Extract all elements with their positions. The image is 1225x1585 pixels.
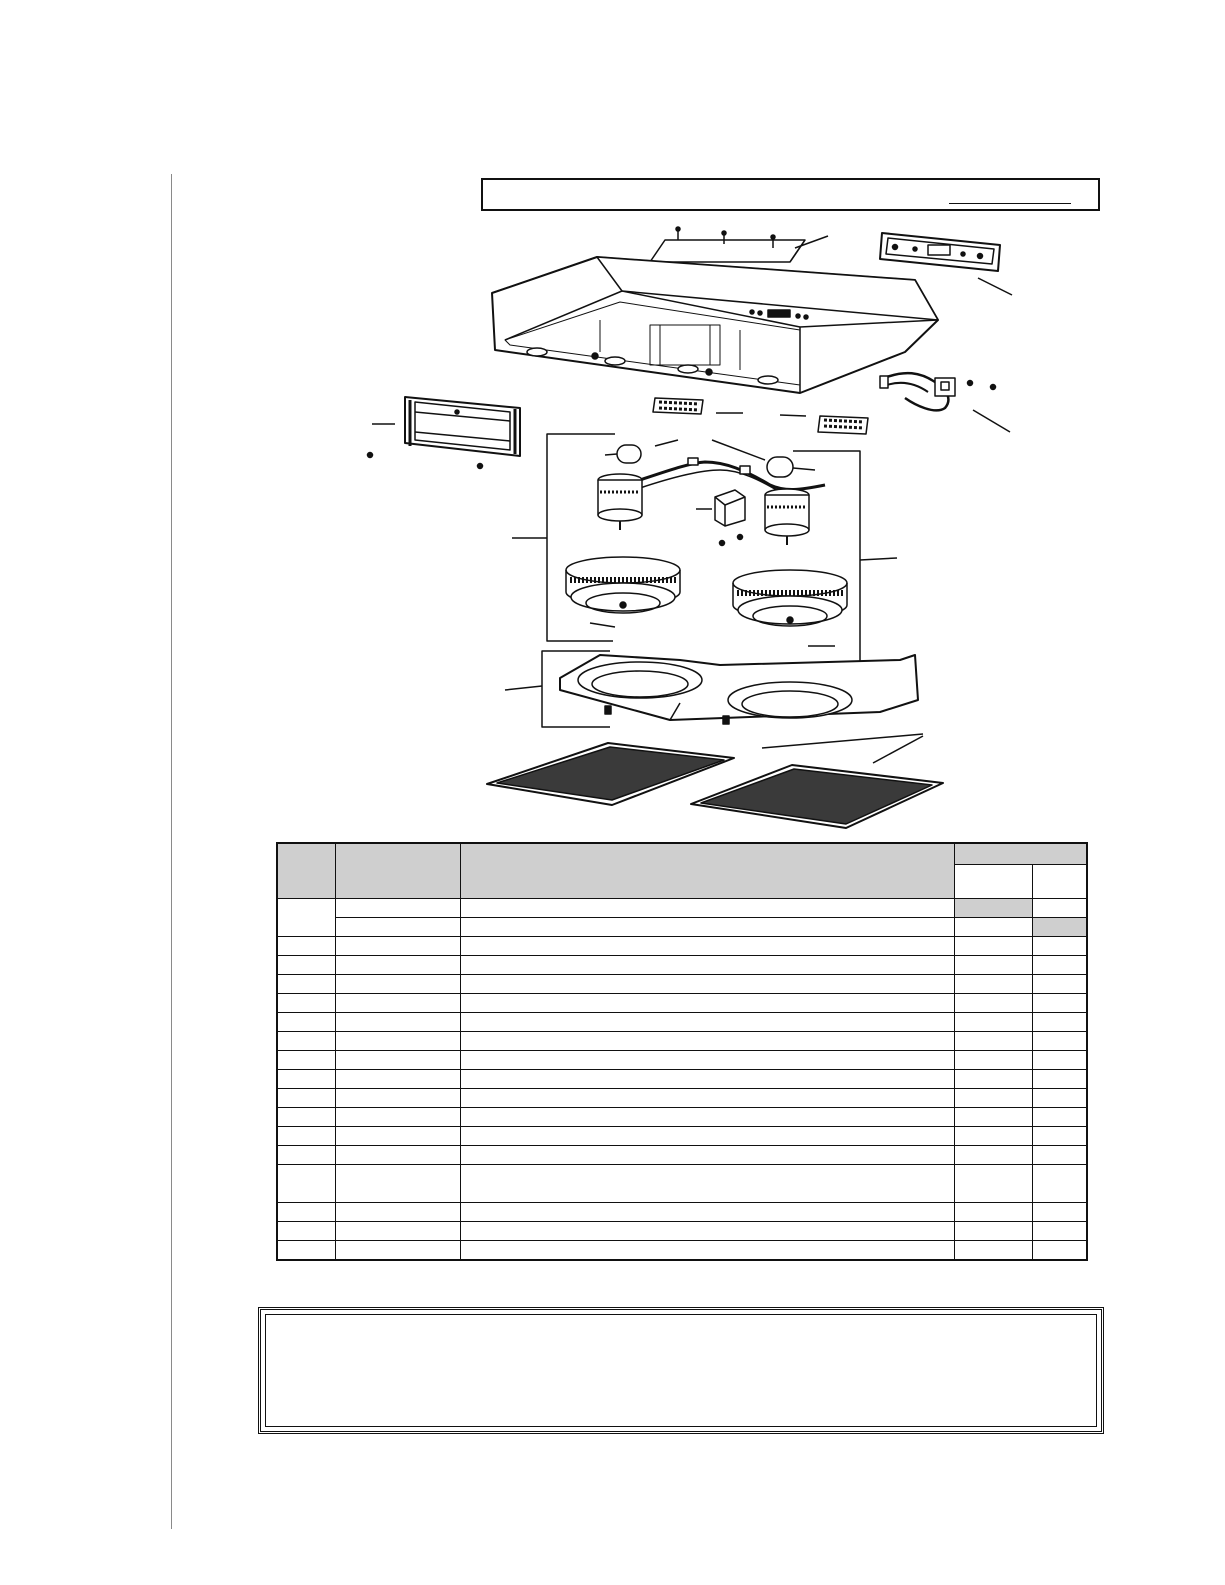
part-number-cell bbox=[335, 1089, 460, 1108]
part-number-header bbox=[335, 843, 460, 899]
blower-group-right-bracket bbox=[790, 451, 897, 666]
table-row bbox=[277, 1222, 1087, 1241]
finish-a-header bbox=[954, 865, 1032, 899]
finish-a-cell bbox=[954, 899, 1032, 918]
part-number-cell bbox=[335, 1165, 460, 1203]
finish-b-cell bbox=[1032, 975, 1087, 994]
description-cell bbox=[460, 1070, 954, 1089]
motor-wire-harness bbox=[640, 458, 825, 492]
grease-filter-right bbox=[691, 765, 943, 828]
key-cell bbox=[277, 1051, 335, 1070]
part-number-cell bbox=[335, 937, 460, 956]
key-cell bbox=[277, 1222, 335, 1241]
table-row bbox=[277, 1051, 1087, 1070]
key-cell bbox=[277, 975, 335, 994]
description-cell bbox=[460, 1032, 954, 1051]
table-row bbox=[277, 1146, 1087, 1165]
capacitor-right bbox=[712, 440, 815, 477]
table-row bbox=[277, 1203, 1087, 1222]
table-row bbox=[277, 975, 1087, 994]
finish-b-cell bbox=[1032, 937, 1087, 956]
description-cell bbox=[460, 1013, 954, 1032]
finish-a-cell bbox=[954, 1108, 1032, 1127]
junction-box bbox=[696, 490, 745, 546]
description-cell bbox=[460, 1241, 954, 1261]
description-cell bbox=[460, 1146, 954, 1165]
key-cell bbox=[277, 1070, 335, 1089]
key-cell bbox=[277, 1146, 335, 1165]
key-cell bbox=[277, 1089, 335, 1108]
table-row bbox=[277, 1032, 1087, 1051]
part-number-cell bbox=[335, 975, 460, 994]
finish-a-cell bbox=[954, 956, 1032, 975]
finish-a-cell bbox=[954, 1013, 1032, 1032]
description-cell bbox=[460, 956, 954, 975]
finish-a-cell bbox=[954, 1127, 1032, 1146]
table-row bbox=[277, 1108, 1087, 1127]
description-cell bbox=[460, 918, 954, 937]
blower-mounting-plate bbox=[505, 651, 918, 727]
part-number-cell bbox=[335, 1070, 460, 1089]
key-cell bbox=[277, 956, 335, 975]
description-cell bbox=[460, 975, 954, 994]
finish-b-cell bbox=[1032, 1241, 1087, 1261]
finish-a-cell bbox=[954, 1146, 1032, 1165]
part-number-cell bbox=[335, 1146, 460, 1165]
description-cell bbox=[460, 1165, 954, 1203]
table-row bbox=[277, 994, 1087, 1013]
table-row bbox=[277, 1165, 1087, 1203]
finish-a-cell bbox=[954, 975, 1032, 994]
key-cell bbox=[277, 1127, 335, 1146]
finish-a-cell bbox=[954, 1165, 1032, 1203]
finish-b-cell bbox=[1032, 1070, 1087, 1089]
blower-wheel-right bbox=[733, 570, 847, 646]
note-box bbox=[258, 1307, 1104, 1434]
key-cell bbox=[277, 1165, 335, 1203]
finish-b-cell bbox=[1032, 1203, 1087, 1222]
description-cell bbox=[460, 1127, 954, 1146]
key-cell bbox=[277, 1241, 335, 1261]
finish-a-cell bbox=[954, 1051, 1032, 1070]
part-number-cell bbox=[335, 1013, 460, 1032]
key-cell bbox=[277, 994, 335, 1013]
note-inner-border bbox=[265, 1314, 1097, 1427]
finish-group-header bbox=[954, 843, 1087, 865]
part-number-cell bbox=[335, 1222, 460, 1241]
finish-b-cell bbox=[1032, 1127, 1087, 1146]
finish-b-cell bbox=[1032, 1146, 1087, 1165]
description-cell bbox=[460, 1203, 954, 1222]
finish-b-cell bbox=[1032, 1108, 1087, 1127]
part-number-cell bbox=[335, 994, 460, 1013]
table-row bbox=[277, 1241, 1087, 1261]
key-cell bbox=[277, 1108, 335, 1127]
description-cell bbox=[460, 994, 954, 1013]
description-cell bbox=[460, 937, 954, 956]
part-number-cell bbox=[335, 1241, 460, 1261]
finish-b-cell bbox=[1032, 1222, 1087, 1241]
finish-a-cell bbox=[954, 937, 1032, 956]
damper-duct-connector bbox=[368, 397, 521, 469]
finish-b-cell bbox=[1032, 1051, 1087, 1070]
key-cell bbox=[277, 1203, 335, 1222]
table-row bbox=[277, 1013, 1087, 1032]
light-socket-right bbox=[780, 415, 868, 434]
part-number-cell bbox=[335, 918, 460, 937]
part-number-cell bbox=[335, 1127, 460, 1146]
finish-b-header bbox=[1032, 865, 1087, 899]
description-cell bbox=[460, 899, 954, 918]
description-cell bbox=[460, 1051, 954, 1070]
description-header bbox=[460, 843, 954, 899]
motor-right bbox=[765, 489, 809, 545]
part-number-cell bbox=[335, 1203, 460, 1222]
finish-a-cell bbox=[954, 1203, 1032, 1222]
key-cell bbox=[277, 1013, 335, 1032]
finish-a-cell bbox=[954, 1070, 1032, 1089]
part-number-cell bbox=[335, 899, 460, 918]
table-row bbox=[277, 937, 1087, 956]
blower-wheel-left bbox=[566, 557, 680, 627]
key-number-header bbox=[277, 843, 335, 899]
finish-b-cell bbox=[1032, 899, 1087, 918]
finish-a-cell bbox=[954, 994, 1032, 1013]
part-number-cell bbox=[335, 1032, 460, 1051]
finish-b-cell bbox=[1032, 1032, 1087, 1051]
table-row bbox=[277, 1089, 1087, 1108]
screw-icon bbox=[676, 227, 680, 240]
table-row bbox=[277, 899, 1087, 918]
table-row bbox=[277, 956, 1087, 975]
description-cell bbox=[460, 1108, 954, 1127]
part-number-cell bbox=[335, 1108, 460, 1127]
capacitor-left bbox=[605, 440, 678, 463]
wire-harness-assembly bbox=[880, 373, 1010, 432]
finish-b-cell bbox=[1032, 1089, 1087, 1108]
finish-b-cell bbox=[1032, 1013, 1087, 1032]
key-cell bbox=[277, 899, 335, 937]
grease-filter-left bbox=[487, 743, 734, 805]
part-number-cell bbox=[335, 1051, 460, 1070]
motor-left bbox=[598, 474, 642, 530]
key-cell bbox=[277, 1032, 335, 1051]
finish-b-cell bbox=[1032, 994, 1087, 1013]
description-cell bbox=[460, 1089, 954, 1108]
finish-a-cell bbox=[954, 1241, 1032, 1261]
duct-cover-plate bbox=[650, 227, 828, 262]
parts-table bbox=[276, 842, 1088, 1261]
finish-a-cell bbox=[954, 1089, 1032, 1108]
hood-body bbox=[492, 257, 938, 393]
finish-b-cell bbox=[1032, 956, 1087, 975]
table-row bbox=[277, 1070, 1087, 1089]
finish-b-cell bbox=[1032, 918, 1087, 937]
table-row bbox=[277, 1127, 1087, 1146]
table-row bbox=[277, 918, 1087, 937]
key-cell bbox=[277, 937, 335, 956]
light-socket-left bbox=[653, 398, 743, 414]
finish-b-cell bbox=[1032, 1165, 1087, 1203]
part-number-cell bbox=[335, 956, 460, 975]
finish-a-cell bbox=[954, 1032, 1032, 1051]
description-cell bbox=[460, 1222, 954, 1241]
finish-a-cell bbox=[954, 918, 1032, 937]
finish-a-cell bbox=[954, 1222, 1032, 1241]
